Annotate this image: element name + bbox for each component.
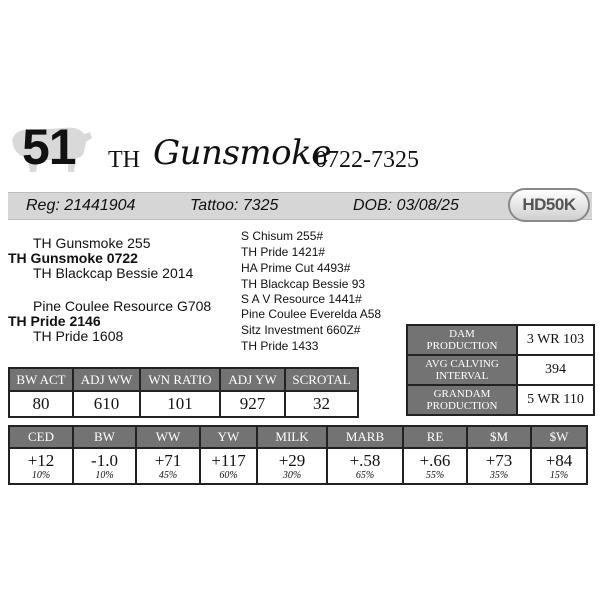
epd-percentile: 30% — [282, 470, 302, 481]
actuals-value: 101 — [140, 391, 220, 417]
epd-value: +.58 — [349, 451, 381, 470]
production-label-line2: PRODUCTION — [426, 340, 498, 352]
title-suffix: 0722-7325 — [315, 147, 419, 173]
epd-header: WW — [136, 426, 200, 448]
epd-header: BW — [73, 426, 136, 448]
production-label-line1: AVG CALVING — [425, 358, 499, 370]
actuals-header-row — [9, 368, 358, 391]
production-label — [407, 355, 517, 385]
epd-cell — [403, 448, 467, 484]
tattoo: Tattoo: 7325 — [190, 197, 279, 214]
epd-header: YW — [200, 426, 257, 448]
epd-cell — [136, 448, 200, 484]
epd-value: +71 — [154, 451, 182, 470]
epd-header: MILK — [257, 426, 327, 448]
production-row — [407, 355, 594, 385]
epd-cell — [200, 448, 257, 484]
epd-percentile: 35% — [489, 470, 509, 481]
epd-cell — [531, 448, 587, 484]
actuals-header: BW ACT — [9, 368, 73, 391]
dam: TH Pride 2146 — [8, 313, 101, 329]
epd-header: MARB — [327, 426, 403, 448]
epd-header: CED — [9, 426, 73, 448]
registration-bar — [8, 192, 592, 220]
actuals-value: 32 — [285, 391, 358, 417]
ext-pedigree-4: TH Blackcap Bessie 93 — [241, 277, 366, 291]
production-label-line2: INTERVAL — [435, 370, 489, 382]
date-of-birth: DOB: 03/08/25 — [353, 197, 459, 214]
ext-pedigree-8: TH Pride 1433 — [241, 339, 319, 353]
animal-name: Gunsmoke — [153, 133, 331, 173]
epd-percentile: 55% — [425, 470, 445, 481]
ext-pedigree-1: S Chisum 255# — [241, 229, 324, 243]
production-label — [407, 325, 517, 355]
production-label-line1: DAM — [449, 328, 475, 340]
production-row — [407, 325, 594, 355]
epd-cell — [257, 448, 327, 484]
ext-pedigree-3: HA Prime Cut 4493# — [241, 261, 351, 275]
production-label-line1: GRANDAM — [433, 388, 491, 400]
epd-cell — [327, 448, 403, 484]
epd-cell — [9, 448, 73, 484]
epd-value-row — [9, 448, 587, 484]
ext-pedigree-7: Sitz Investment 660Z# — [241, 323, 361, 337]
epd-value: +12 — [27, 451, 55, 470]
epd-percentile: 45% — [158, 470, 178, 481]
epd-value: +29 — [278, 451, 306, 470]
ext-pedigree-2: TH Pride 1421# — [241, 245, 326, 259]
production-value: 394 — [517, 355, 594, 385]
title-prefix: TH — [108, 147, 140, 173]
production-label-line2: PRODUCTION — [426, 400, 498, 412]
production-row — [407, 385, 594, 415]
epd-header: $W — [531, 426, 587, 448]
epd-value: -1.0 — [91, 451, 118, 470]
registration-number: Reg: 21441904 — [26, 197, 136, 214]
epd-percentile: 10% — [95, 470, 114, 481]
ext-pedigree-6: Pine Coulee Everelda A58 — [241, 307, 382, 321]
sire-sire: TH Gunsmoke 255 — [33, 235, 151, 251]
actuals-header: ADJ WW — [73, 368, 140, 391]
actuals-header: WN RATIO — [140, 368, 220, 391]
sire-dam: TH Blackcap Bessie 2014 — [33, 265, 194, 281]
actuals-header: ADJ YW — [220, 368, 285, 391]
actuals-value: 610 — [73, 391, 140, 417]
epd-header-row — [9, 426, 587, 448]
hd50k-badge — [508, 188, 590, 222]
actuals-value: 80 — [9, 391, 73, 417]
epd-cell — [467, 448, 531, 484]
epd-percentile: 15% — [549, 470, 569, 481]
epd-percentile: 10% — [31, 470, 51, 481]
production-value: 3 WR 103 — [517, 325, 594, 355]
production-table — [406, 324, 595, 416]
epd-table — [8, 425, 588, 485]
actuals-value-row — [9, 391, 358, 417]
epd-value: +73 — [485, 451, 513, 470]
epd-value: +.66 — [419, 451, 451, 470]
epd-header: $M — [467, 426, 531, 448]
sire: TH Gunsmoke 0722 — [8, 250, 138, 266]
production-value: 5 WR 110 — [517, 385, 594, 415]
epd-percentile: 60% — [219, 470, 238, 481]
dam-dam: TH Pride 1608 — [33, 328, 124, 344]
actuals-table — [8, 367, 359, 418]
actuals-header: SCROTAL — [285, 368, 358, 391]
epd-value: +84 — [545, 451, 573, 470]
dam-sire: Pine Coulee Resource G708 — [33, 298, 212, 314]
epd-cell — [73, 448, 136, 484]
lot-number: 51 — [22, 119, 76, 175]
epd-value: +117 — [211, 451, 246, 470]
epd-percentile: 65% — [355, 470, 375, 481]
production-label — [407, 385, 517, 415]
ext-pedigree-5: S A V Resource 1441# — [241, 292, 362, 306]
hd50k-badge-label: HD50K — [522, 195, 576, 214]
actuals-value: 927 — [220, 391, 285, 417]
epd-header: RE — [403, 426, 467, 448]
